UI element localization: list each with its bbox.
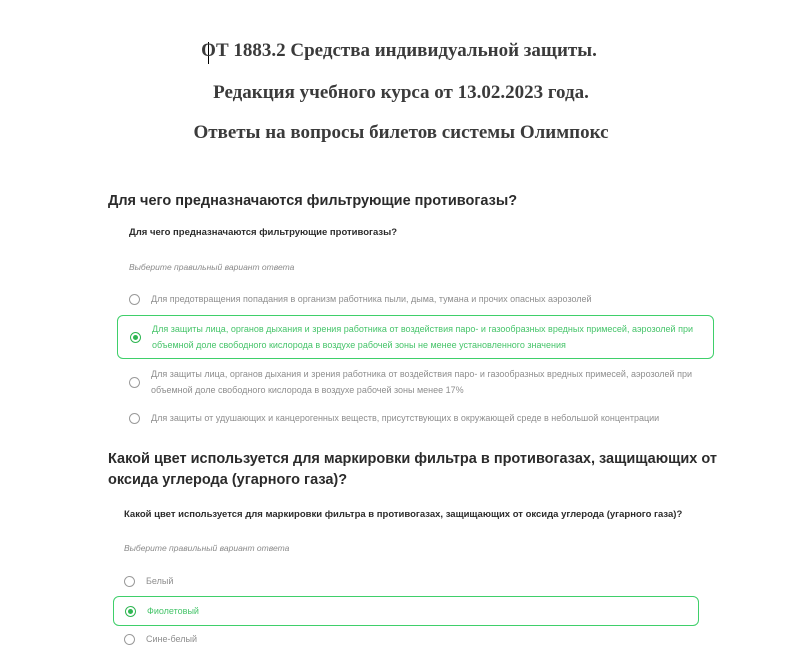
card-question-text: Для чего предназначаются фильтрующие противогазы? [129,227,398,238]
answer-option-text: Фиолетовый [147,606,199,616]
radio-button[interactable] [129,377,140,388]
radio-button[interactable] [129,294,140,305]
answer-option-selected[interactable] [117,315,714,359]
document-title-line-2: Редакция учебного курса от 13.02.2023 года. [213,82,589,103]
answer-option[interactable] [124,573,624,589]
answer-option-text: Для защиты от удушающих и канцерогенных веществ, присутствующих в окружающей среде в небольшой концентрации [151,413,660,423]
radio-button[interactable] [124,634,135,645]
answer-option-text: Для защиты лица, органов дыхания и зрения работника от воздействия паро- и газообразных вредных примесей, аэрозолей при объемной доле свободного кислорода в воздухе рабочей зоны менее 17% [151,369,692,395]
question-heading: Какой цвет используется для маркировки фильтра в противогазах, защищающих от оксида углерода (угарного газа)? [108,451,717,488]
answer-option-selected[interactable] [113,596,699,626]
answer-option[interactable] [124,631,624,647]
answer-option-text: Для предотвращения попадания в организм работника пыли, дыма, тумана и прочих опасных аэрозолей [151,294,592,304]
document-title-line-3: Ответы на вопросы билетов системы Олимпокс [193,122,609,143]
document-title-line-1: ОТ 1883.2 Средства индивидуальной защиты. [201,40,597,61]
question-heading: Для чего предназначаются фильтрующие противогазы? [108,193,518,209]
answer-option[interactable] [129,366,714,398]
answer-option-text: Для защиты лица, органов дыхания и зрения работника от воздействия паро- и газообразных вредных примесей, аэрозолей при объемной доле свободного кислорода в воздухе рабочей зоны не менее установленного значения [152,324,693,350]
answer-option[interactable] [129,410,719,426]
radio-button[interactable] [129,413,140,424]
answer-option-text: Белый [146,576,174,586]
answer-option-text: Сине-белый [146,634,198,644]
radio-button[interactable] [124,576,135,587]
card-question-text: Какой цвет используется для маркировки фильтра в противогазах, защищающих от оксида углерода (угарного газа)? [124,509,683,520]
answer-option[interactable] [129,291,719,307]
radio-button-checked[interactable] [130,332,141,343]
answer-hint: Выберите правильный вариант ответа [129,262,295,272]
radio-button-checked[interactable] [125,606,136,617]
answer-hint: Выберите правильный вариант ответа [124,543,290,553]
